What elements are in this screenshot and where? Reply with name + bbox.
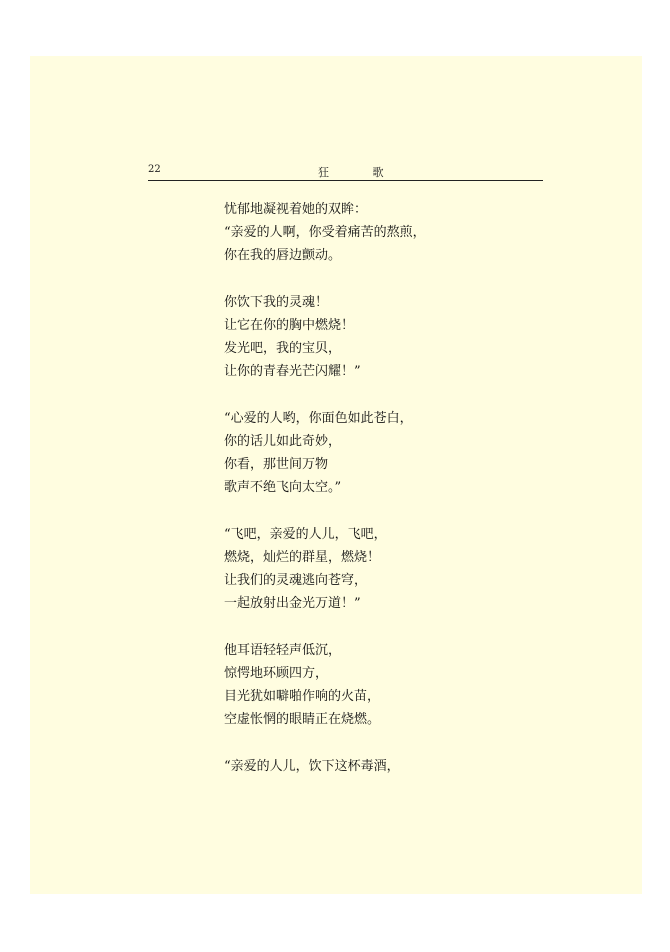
stanza: [224, 639, 544, 731]
poem-line: “亲爱的人啊，你受着痛苦的熬煎，: [224, 225, 426, 240]
poem-line: 你看，那世间万物: [224, 457, 329, 472]
poem-body: [224, 198, 544, 802]
poem-line: 你饮下我的灵魂！: [224, 295, 329, 310]
poem-line: “飞吧，亲爱的人儿，飞吧，: [224, 527, 387, 542]
poem-line: 一起放射出金光万道！”: [224, 596, 361, 611]
stanza: [224, 291, 544, 383]
page-number: 22: [148, 164, 161, 175]
poem-line: 让你的青春光芒闪耀！”: [224, 364, 361, 379]
page-header: [148, 160, 543, 181]
poem-line: 空虚怅惘的眼睛正在烧燃。: [224, 712, 381, 727]
poem-line: “心爱的人哟，你面色如此苍白，: [224, 411, 413, 426]
poem-line: 让它在你的胸中燃烧！: [224, 318, 355, 333]
poem-line: 发光吧，我的宝贝，: [224, 341, 342, 356]
poem-line: 你在我的唇边颤动。: [224, 248, 342, 263]
poem-line: 目光犹如噼啪作响的火苗，: [224, 689, 381, 704]
poem-line: 惊愕地环顾四方，: [224, 666, 329, 681]
stanza: [224, 198, 544, 267]
poem-line: 你的话儿如此奇妙，: [224, 434, 342, 449]
poem-line: 忧郁地凝视着她的双眸：: [224, 202, 368, 217]
poem-line: 燃烧，灿烂的群星，燃烧！: [224, 550, 381, 565]
poem-line: 让我们的灵魂逃向苍穹，: [224, 573, 368, 588]
stanza: [224, 755, 544, 778]
running-title: 狂 歌: [318, 166, 404, 179]
poem-line: 他耳语轻轻声低沉，: [224, 643, 342, 658]
poem-line: “亲爱的人儿，饮下这杯毒酒，: [224, 759, 400, 774]
stanza: [224, 407, 544, 499]
poem-line: 歌声不绝飞向太空。”: [224, 480, 342, 495]
stanza: [224, 523, 544, 615]
